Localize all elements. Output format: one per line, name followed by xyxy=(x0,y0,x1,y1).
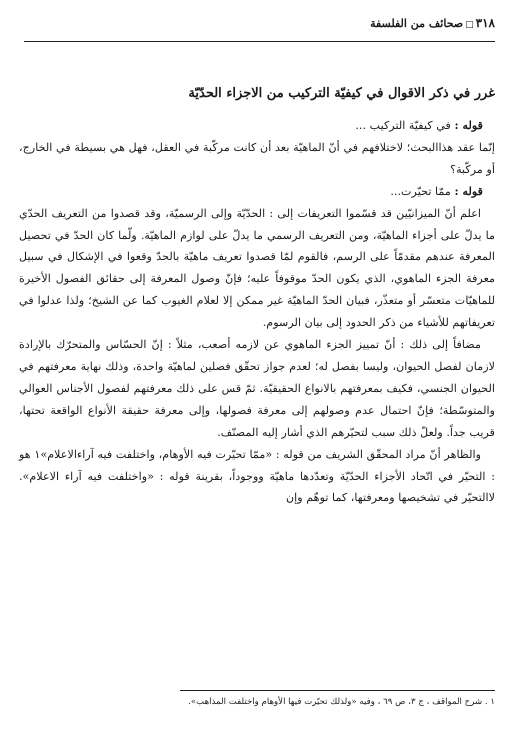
header-rule xyxy=(24,41,495,42)
quote-label: قوله : xyxy=(454,118,483,132)
paragraph: والظاهر أنّ مراد المحقّق الشريف من قوله : «ممّا تحيّرت فيه الأوهام، واختلفت فيه آراءالاعلام»١ هو : التحيّر في اتّحاد الأجزاء الحدّيّة وتعدّدها ماهيّة ووجوداً، بقرينة قوله : «واختلفت فيه آراء الاعلام». لاالتحيّر في تشخيصها ومعرفتها، كما توهّم وإن xyxy=(19,447,495,505)
quote-label: قوله : xyxy=(454,183,483,198)
running-head xyxy=(25,16,495,30)
footnote-rule xyxy=(180,690,495,691)
quote-line xyxy=(19,115,495,137)
footnote: ١ . شرح المواقف ، ج ٣، ص ٦٩ ، وفيه «ولذلك تحيّرت فيها الأوهام واختلفت المذاهب». xyxy=(188,697,495,707)
paragraph: إنّما عقد هذاالبحث؛ لاختلافهم في أنّ الماهيّة بعد أن كانت مركّبة في العقل، فهل هي بسيطة في الخارج، أو مركّبة؟ xyxy=(19,140,495,176)
paragraph: اعلم أنّ الميزانيّين قد قسّموا التعريفات إلى : الحدّيّة وإلى الرسميّة، وقد قصدوا من التعريف الحدّي ما يدلّ على أجزاء الماهيّة، ومن التعريف الرسمي ما يدلّ على لوازم الماهيّة. ولّما كان الحدّ في تحصيل المعرفة عندهم مقدمّاً على الرسم، فالقوم لمّا قصدوا تعريف ماهيّة بالحدّ وقعوا في الإشكال في سبيل معرفة الجزء الماهوي، الذي يكون الحدّ موقوفاً عليه؛ فإنّ وصول المعرفة إلى حقائق الفصول الأخيرة للماهيّات متعسّر أو متعذّر، فبيان الحدّ الماهيّة غير ممكن إلا لعلام الغيوب كما عن الشيخ؛ ولذا عدلوا في تعريفاتهم للأشياء من ذكر الحدود إلى بيان الرسوم. xyxy=(19,206,495,330)
body-text xyxy=(19,115,495,509)
paragraph: مضافاً إلى ذلك : أنّ تمييز الجزء الماهوي عن لازمه أصعب، مثلاً : إنّ الحسّاس والمتحرّك بالإرادة لازمان لفصل الحيوان، وليسا بفصل له؛ لعدم جواز تحقّق فصلين لماهيّة واحدة، وذلك نهاية معرفتهم في الحيوان الجنسي، فكيف بمعرفتهم بالانواع الحقيقيّة. ثمّ قس على ذلك معرفتهم لفصول الأجناس العوالي والمتوسّطة؛ فإنّ احتمال عدم وصولهم إلى معرفة فصولها، وإلى معرفة حقيقة الأنواع الواقعة تحتها، قريب جداً. ولعلّ ذلك سبب لتحيّرهم الذي أشار إليه المصنّف. xyxy=(19,338,495,439)
quote-text: ممّا تحيّرت... xyxy=(390,184,451,198)
quote-line xyxy=(19,181,495,203)
separator-box: □ xyxy=(465,20,474,30)
page-number: ٣١٨ xyxy=(475,16,495,30)
section-heading: غرر في ذكر الاقوال في كيفيّة التركيب من الاجزاء الحدّيّة xyxy=(188,86,495,101)
quote-text: في كيفيّة التركيب ... xyxy=(355,119,451,132)
book-title: صحائف من الفلسفة xyxy=(370,17,464,30)
